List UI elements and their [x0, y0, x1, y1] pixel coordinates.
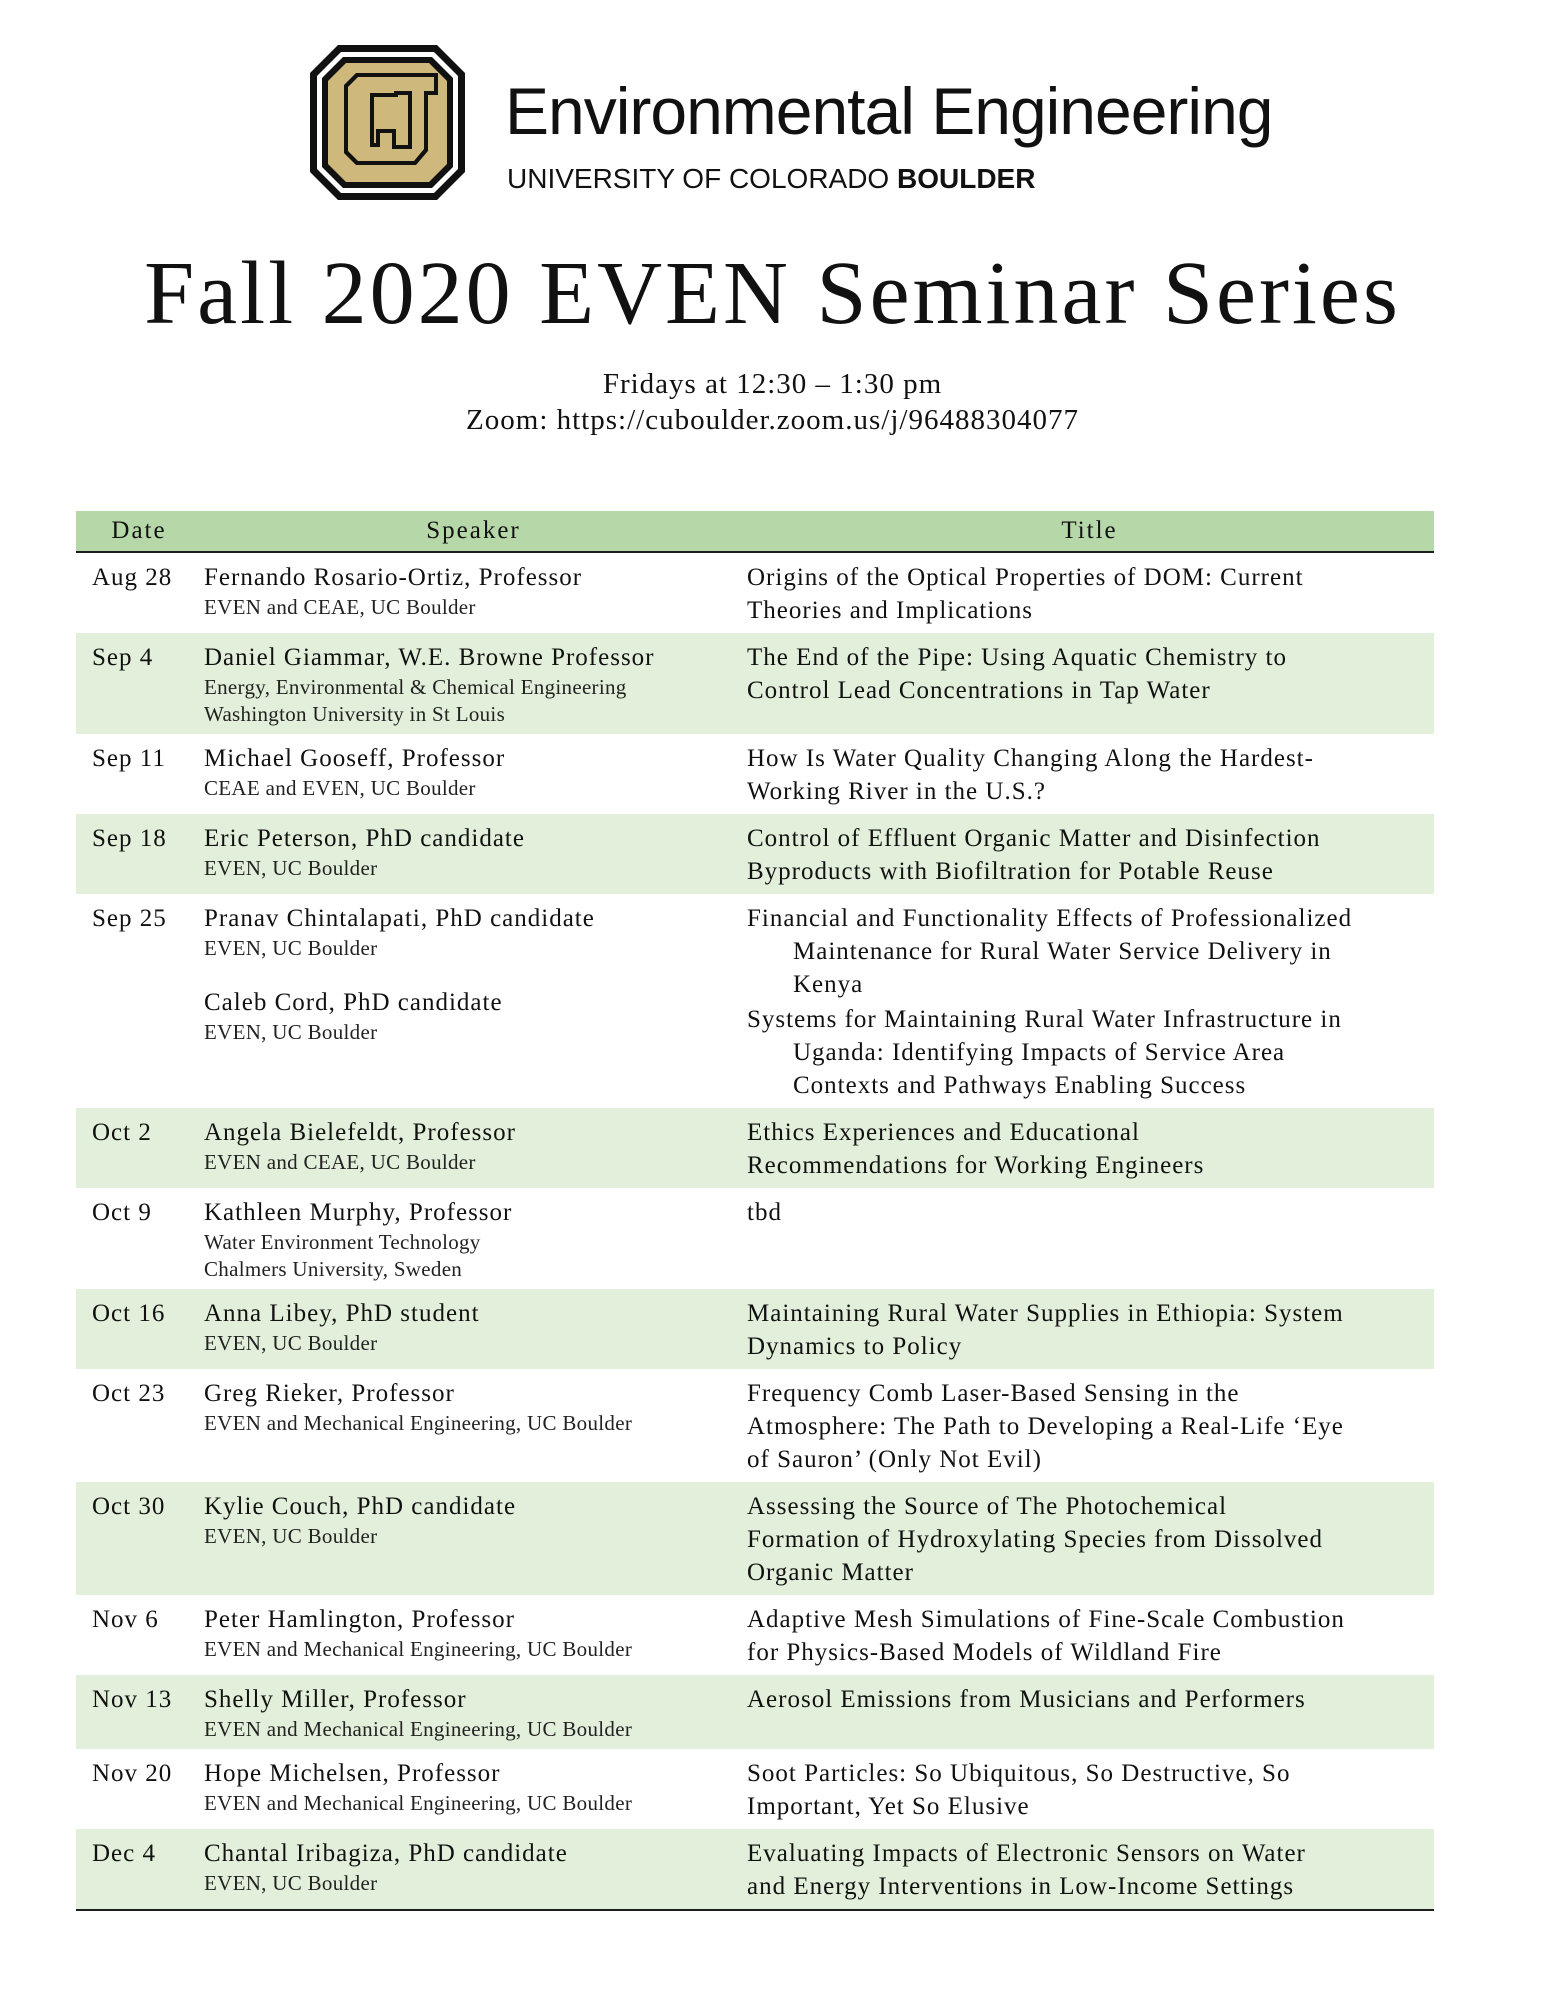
table-row [76, 1749, 1434, 1829]
talk-title-line: Control Lead Concentrations in Tap Water [747, 677, 1211, 704]
cu-logo [310, 45, 465, 200]
seminar-date: Oct 9 [92, 1199, 152, 1226]
speaker-name: Michael Gooseff, Professor [204, 745, 506, 772]
speaker-affiliation: EVEN and Mechanical Engineering, UC Boulder [204, 1411, 633, 1435]
talk-title-line: The End of the Pipe: Using Aquatic Chemistry to [747, 644, 1287, 671]
speaker-name: Anna Libey, PhD student [204, 1300, 480, 1327]
talk-title-cell [745, 1595, 1434, 1675]
talk-title-cell [745, 552, 1434, 633]
seminar-date: Dec 4 [76, 1829, 202, 1910]
talk-title-line: Financial and Functionality Effects of Professionalized [747, 905, 1353, 932]
talk-title-cell [745, 1749, 1434, 1829]
speaker-affiliation: EVEN and Mechanical Engineering, UC Boulder [204, 1637, 633, 1661]
talk-title-line: Formation of Hydroxylating Species from Dissolved [747, 1526, 1324, 1553]
speaker-affiliation: EVEN, UC Boulder [204, 1871, 378, 1895]
zoom-link[interactable]: Zoom: https://cuboulder.zoom.us/j/96488304077 [466, 404, 1079, 436]
table-row [76, 1108, 1434, 1188]
speaker-cell [202, 1289, 745, 1369]
talk-title-line: Evaluating Impacts of Electronic Sensors on Water [747, 1840, 1306, 1867]
seminar-date: Nov 13 [76, 1675, 202, 1749]
talk-title-line: Organic Matter [747, 1559, 914, 1586]
talk-title-line: Control of Effluent Organic Matter and Disinfection [747, 825, 1321, 852]
header [310, 45, 1273, 205]
speaker-affiliation: EVEN, UC Boulder [204, 856, 378, 880]
speaker-affiliation: EVEN and CEAE, UC Boulder [204, 1150, 476, 1174]
talk-title-line: Theories and Implications [747, 597, 1034, 624]
speaker-column-header: Speaker [202, 511, 745, 552]
seminar-date: Oct 2 [76, 1108, 202, 1188]
seminar-date: Sep 11 [92, 745, 166, 772]
speaker-name: Daniel Giammar, W.E. Browne Professor [204, 644, 655, 671]
talk-title-line: Contexts and Pathways Enabling Success [793, 1072, 1247, 1099]
table-row [76, 1482, 1434, 1595]
talk-title-line: Frequency Comb Laser-Based Sensing in the [747, 1380, 1240, 1407]
schedule-body [76, 552, 1434, 1910]
speaker-name: Pranav Chintalapati, PhD candidate [204, 905, 595, 932]
talk-title-line: Working River in the U.S.? [747, 778, 1046, 805]
talk-title-line: Recommendations for Working Engineers [747, 1152, 1205, 1179]
talk-title-cell [745, 1829, 1434, 1910]
speaker-name: Chantal Iribagiza, PhD candidate [204, 1840, 568, 1867]
speaker-cell [202, 1829, 745, 1910]
talk-title-cell [745, 1675, 1434, 1749]
table-row [76, 1675, 1434, 1749]
speaker-cell [202, 1749, 745, 1829]
speaker-cell [202, 1188, 745, 1289]
talk-title [747, 1003, 1424, 1102]
title-column-header: Title [745, 511, 1434, 552]
talk-title [747, 1683, 1424, 1716]
talk-title [747, 1196, 1424, 1229]
speaker-name: Peter Hamlington, Professor [204, 1606, 515, 1633]
talk-title-line: Systems for Maintaining Rural Water Infrastructure in [747, 1006, 1342, 1033]
speaker-affiliation: EVEN, UC Boulder [204, 936, 378, 960]
talk-title [747, 1490, 1424, 1589]
speaker-name: Kylie Couch, PhD candidate [204, 1493, 517, 1520]
table-row [76, 552, 1434, 633]
talk-title-cell [745, 734, 1434, 814]
talk-title-line: Important, Yet So Elusive [747, 1793, 1030, 1820]
speaker-affiliation: EVEN, UC Boulder [204, 1331, 378, 1355]
talk-title-line: for Physics-Based Models of Wildland Fire [747, 1639, 1222, 1666]
speaker-affiliation: EVEN, UC Boulder [204, 1524, 378, 1548]
speaker-spacer [204, 962, 737, 986]
talk-title [747, 742, 1424, 808]
talk-title-cell [745, 814, 1434, 894]
talk-title-cell [745, 894, 1434, 1108]
speaker-name: Caleb Cord, PhD candidate [204, 989, 503, 1016]
table-row [76, 1369, 1434, 1482]
talk-title-cell [745, 1188, 1434, 1289]
speaker-name: Fernando Rosario-Ortiz, Professor [204, 564, 583, 591]
table-row [76, 633, 1434, 734]
speaker-cell [202, 1595, 745, 1675]
table-row [76, 734, 1434, 814]
talk-title-line: Maintenance for Rural Water Service Delivery in [793, 938, 1332, 965]
talk-title-line: Kenya [793, 971, 864, 998]
speaker-cell [202, 814, 745, 894]
seminar-date: Oct 23 [92, 1380, 166, 1407]
talk-title-line: How Is Water Quality Changing Along the Hardest- [747, 745, 1314, 772]
department-name: Environmental Engineering [505, 74, 1273, 148]
speaker-name: Greg Rieker, Professor [204, 1380, 455, 1407]
talk-title-line: tbd [747, 1199, 782, 1226]
talk-title-line: and Energy Interventions in Low-Income Settings [747, 1873, 1295, 1900]
seminar-date: Nov 6 [92, 1606, 159, 1633]
speaker-name: Hope Michelsen, Professor [204, 1760, 501, 1787]
speaker-cell [202, 552, 745, 633]
speaker-cell [202, 633, 745, 734]
talk-title-cell [745, 1289, 1434, 1369]
speaker-cell [202, 1369, 745, 1482]
talk-title-line: Maintaining Rural Water Supplies in Ethiopia: System [747, 1300, 1344, 1327]
speaker-name: Eric Peterson, PhD candidate [204, 825, 525, 852]
talk-title [747, 902, 1424, 1001]
talk-title [747, 1377, 1424, 1476]
talk-title [747, 1116, 1424, 1182]
meeting-time: Fridays at 12:30 – 1:30 pm [602, 368, 943, 400]
talk-title-line: of Sauron’ (Only Not Evil) [747, 1446, 1042, 1473]
speaker-affiliation: Water Environment Technology [204, 1230, 481, 1254]
talk-title-line: Origins of the Optical Properties of DOM: Current [747, 564, 1304, 591]
speaker-cell [202, 734, 745, 814]
speaker-affiliation: EVEN and Mechanical Engineering, UC Boulder [204, 1717, 633, 1741]
talk-title-line: Ethics Experiences and Educational [747, 1119, 1140, 1146]
talk-title [747, 641, 1424, 707]
talk-title [747, 1757, 1424, 1823]
talk-title [747, 1837, 1424, 1903]
speaker-affiliation: EVEN and Mechanical Engineering, UC Boulder [204, 1791, 633, 1815]
speaker-affiliation: Washington University in St Louis [204, 702, 506, 726]
talk-title-cell [745, 633, 1434, 734]
speaker-affiliation: EVEN, UC Boulder [204, 1020, 378, 1044]
seminar-date: Aug 28 [92, 564, 173, 591]
talk-title [747, 561, 1424, 627]
talk-title-line: Aerosol Emissions from Musicians and Performers [747, 1686, 1306, 1713]
talk-title-line: Atmosphere: The Path to Developing a Real-Life ‘Eye [747, 1413, 1344, 1440]
speaker-name: Shelly Miller, Professor [204, 1686, 467, 1713]
seminar-date: Oct 30 [76, 1482, 202, 1595]
speaker-cell [202, 1482, 745, 1595]
seminar-date: Nov 20 [92, 1760, 173, 1787]
talk-title-line: Dynamics to Policy [747, 1333, 963, 1360]
speaker-cell [202, 1108, 745, 1188]
table-row [76, 1188, 1434, 1289]
talk-title-cell [745, 1369, 1434, 1482]
talk-title-line: Uganda: Identifying Impacts of Service Area [793, 1039, 1286, 1066]
talk-title [747, 1603, 1424, 1669]
seminar-date: Oct 16 [76, 1289, 202, 1369]
table-row [76, 814, 1434, 894]
talk-title-cell [745, 1482, 1434, 1595]
seminar-date: Sep 18 [76, 814, 202, 894]
talk-title-line: Byproducts with Biofiltration for Potable Reuse [747, 858, 1274, 885]
page-title: Fall 2020 EVEN Seminar Series [144, 244, 1401, 343]
talk-title-line: Adaptive Mesh Simulations of Fine-Scale Combustion [747, 1606, 1345, 1633]
speaker-affiliation: Chalmers University, Sweden [204, 1257, 463, 1281]
table-row [76, 1829, 1434, 1910]
seminar-date: Sep 25 [92, 905, 167, 932]
table-row [76, 894, 1434, 1108]
talk-title-line: Soot Particles: So Ubiquitous, So Destructive, So [747, 1760, 1291, 1787]
talk-title [747, 1297, 1424, 1363]
seminar-date: Sep 4 [76, 633, 202, 734]
table-row [76, 1289, 1434, 1369]
speaker-cell [202, 894, 745, 1108]
speaker-name: Kathleen Murphy, Professor [204, 1199, 513, 1226]
date-column-header: Date [76, 511, 202, 552]
talk-title-line: Assessing the Source of The Photochemical [747, 1493, 1228, 1520]
speaker-affiliation: Energy, Environmental & Chemical Engineering [204, 675, 627, 699]
speaker-cell [202, 1675, 745, 1749]
table-header-row [76, 511, 1434, 552]
speaker-name: Angela Bielefeldt, Professor [204, 1119, 516, 1146]
talk-title [747, 822, 1424, 888]
speaker-affiliation: EVEN and CEAE, UC Boulder [204, 595, 476, 619]
speaker-affiliation: CEAE and EVEN, UC Boulder [204, 776, 476, 800]
university-name: UNIVERSITY OF COLORADO BOULDER [507, 163, 1036, 194]
seminar-schedule-table [76, 511, 1434, 1911]
table-row [76, 1595, 1434, 1675]
talk-title-cell [745, 1108, 1434, 1188]
